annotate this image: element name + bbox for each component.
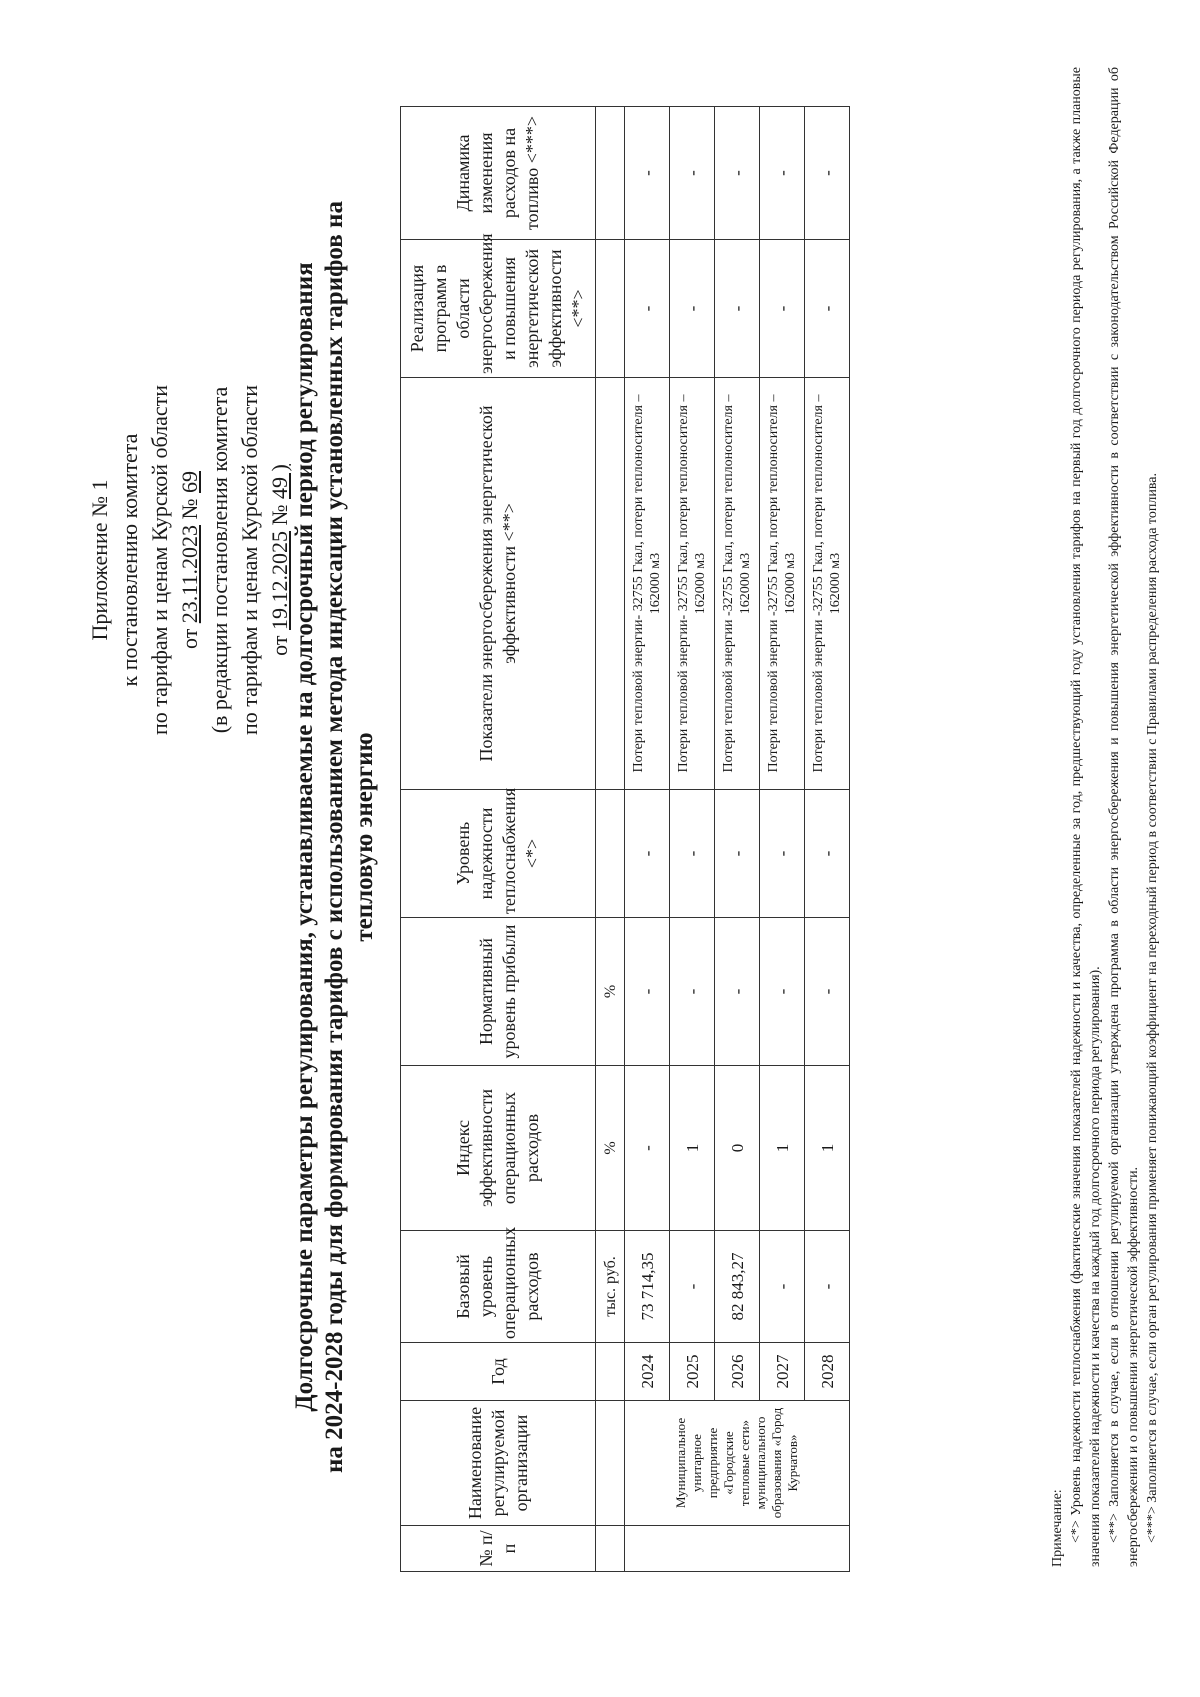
program-cell: - (670, 240, 715, 378)
table-row (805, 107, 850, 1572)
header-date: 23.11.2023 (177, 525, 202, 624)
base-costs-cell: - (760, 1231, 805, 1343)
column-header: Наименование регулируемой организации (401, 1401, 596, 1526)
unit-cell (596, 378, 625, 790)
organization-name-cell: Муниципальное унитарное предприятие «Городские тепловые сети» муниципального образования «Город Курчатов» (625, 1401, 850, 1526)
profit-level-cell: - (625, 918, 670, 1066)
footnote-3: <***> Заполняется в случае, если орган регулирования применяет понижающий коэффициент на переходный период в соответствии с Правилами распределения расхода топлива. (1145, 473, 1160, 1543)
unit-cell: % (596, 918, 625, 1066)
table-row (760, 107, 805, 1572)
parameters-table-wrapper (400, 107, 850, 1572)
year-cell: 2024 (625, 1343, 670, 1401)
year-cell: 2025 (670, 1343, 715, 1401)
unit-cell (596, 240, 625, 378)
table-row (670, 107, 715, 1572)
unit-cell (596, 1401, 625, 1526)
parameters-table (400, 106, 850, 1572)
header-row (401, 107, 596, 1572)
fuel-dynamics-cell: - (670, 107, 715, 240)
header-line-3: по тарифам и ценам Курской области (147, 384, 172, 736)
column-header: № п/п (401, 1526, 596, 1572)
document-title (290, 127, 380, 1547)
profit-level-cell: - (715, 918, 760, 1066)
unit-cell (596, 790, 625, 918)
profit-level-cell: - (670, 918, 715, 1066)
energy-indicator-cell: Потери тепловой энергии -32755 Гкал, потери теплоносителя – 162000 м3 (805, 378, 850, 790)
column-header: Базовый уровень операционных расходов (401, 1231, 596, 1343)
base-costs-cell: - (670, 1231, 715, 1343)
column-header: Индекс эффективности операционных расходов (401, 1066, 596, 1231)
title-line-1: Долгосрочные параметры регулирования, устанавливаемые на долгосрочный период регулирования (291, 262, 318, 1412)
column-header: Показатели энергосбережения энергетической эффективности <**> (401, 378, 596, 790)
header-line-5: (в редакции постановления комитета (207, 386, 232, 734)
unit-cell: % (596, 1066, 625, 1231)
efficiency-index-cell: 1 (805, 1066, 850, 1231)
base-costs-cell: 82 843,27 (715, 1231, 760, 1343)
profit-level-cell: - (760, 918, 805, 1066)
column-header: Год (401, 1343, 596, 1401)
reliability-cell: - (715, 790, 760, 918)
unit-cell (596, 1343, 625, 1401)
footnote-2: <**> Заполняется в случае, если в отношении регулируемой организации утверждена программа в области энергосбережения и повышения энергетической эффективности в соответствии с законодательством Российской Федерации об энергосбережении и о повышении энергетической эффективности. (1107, 67, 1141, 1567)
header-date-prefix: от (177, 628, 202, 650)
footnotes (1048, 67, 1162, 1567)
table-row (715, 107, 760, 1572)
title-line-2: на 2024-2028 годы для формирования тарифов с использованием метода индексации установленных тарифов на (321, 201, 348, 1473)
column-header: Уровень надежности теплоснабжения <*> (401, 790, 596, 918)
energy-indicator-cell: Потери тепловой энергии -32755 Гкал, потери теплоносителя – 162000 м3 (760, 378, 805, 790)
header-line-6: по тарифам и ценам Курской области (237, 384, 262, 736)
unit-cell (596, 107, 625, 240)
notes-heading: Примечание: (1050, 1489, 1065, 1567)
header-line-2: к постановлению комитета (117, 433, 142, 687)
base-costs-cell: - (805, 1231, 850, 1343)
fuel-dynamics-cell: - (715, 107, 760, 240)
fuel-dynamics-cell: - (625, 107, 670, 240)
unit-cell: тыс. руб. (596, 1231, 625, 1343)
base-costs-cell: 73 714,35 (625, 1231, 670, 1343)
column-header: Нормативный уровень прибыли (401, 918, 596, 1066)
energy-indicator-cell: Потери тепловой энергии- 32755 Гкал, потери теплоносителя – 162000 м3 (625, 378, 670, 790)
efficiency-index-cell: - (625, 1066, 670, 1231)
year-cell: 2027 (760, 1343, 805, 1401)
units-row (596, 107, 625, 1572)
fuel-dynamics-cell: - (805, 107, 850, 240)
fuel-dynamics-cell: - (760, 107, 805, 240)
program-cell: - (805, 240, 850, 378)
row-number-cell (625, 1526, 850, 1572)
reliability-cell: - (625, 790, 670, 918)
appendix-header (85, 300, 295, 820)
header-number-label: № (267, 504, 292, 526)
energy-indicator-cell: Потери тепловой энергии- 32755 Гкал, потери теплоносителя – 162000 м3 (670, 378, 715, 790)
program-cell: - (625, 240, 670, 378)
year-cell: 2028 (805, 1343, 850, 1401)
footnote-1: <*> Уровень надежности теплоснабжения (фактические значения показателей надежности и качества, определенные за год, предшествующий году установления тарифов на первый год долгосрочного периода регулирования, а также плановые значения показателей надежности и качества на каждый год долгосрочного периода регулирования). (1069, 67, 1103, 1567)
header-number: 49 ) (267, 464, 292, 499)
title-line-3: тепловую энергию (351, 732, 378, 942)
year-cell: 2026 (715, 1343, 760, 1401)
reliability-cell: - (805, 790, 850, 918)
column-header: Реализация программ в области энергосбережения и повышения энергетической эффективности <**> (401, 240, 596, 378)
header-line-4 (175, 300, 205, 820)
efficiency-index-cell: 1 (670, 1066, 715, 1231)
header-date: 19.12.2025 (267, 531, 292, 630)
program-cell: - (715, 240, 760, 378)
program-cell: - (760, 240, 805, 378)
efficiency-index-cell: 1 (760, 1066, 805, 1231)
header-date-prefix: от (267, 635, 292, 656)
header-number: 69 (177, 471, 202, 493)
energy-indicator-cell: Потери тепловой энергии -32755 Гкал, потери теплоносителя – 162000 м3 (715, 378, 760, 790)
table-row (625, 107, 670, 1572)
profit-level-cell: - (805, 918, 850, 1066)
unit-cell (596, 1526, 625, 1572)
header-line-1: Приложение № 1 (87, 479, 112, 641)
reliability-cell: - (760, 790, 805, 918)
header-number-label: № (177, 498, 202, 520)
reliability-cell: - (670, 790, 715, 918)
efficiency-index-cell: 0 (715, 1066, 760, 1231)
column-header: Динамика изменения расходов на топливо <***> (401, 107, 596, 240)
